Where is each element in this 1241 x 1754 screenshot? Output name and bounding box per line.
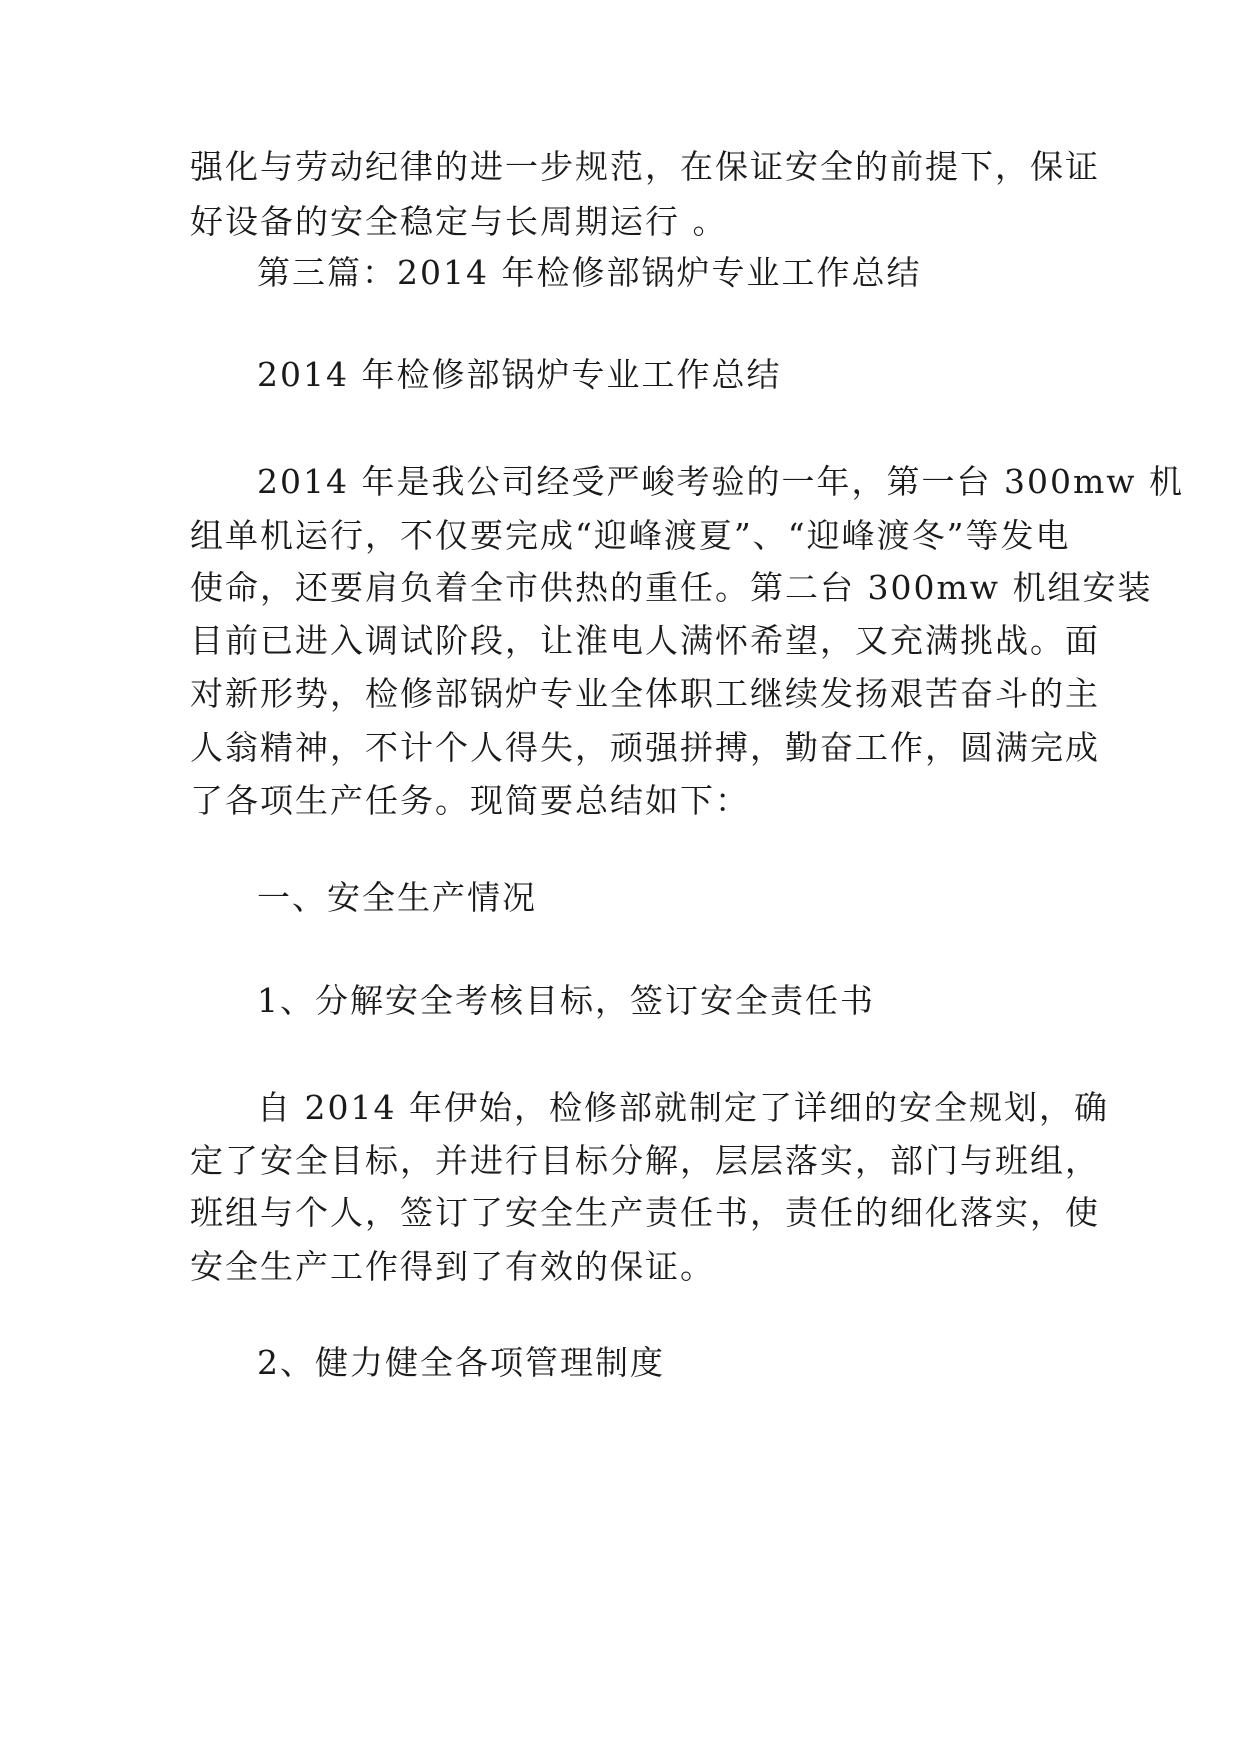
summary-line-5: 对新形势，检修部锅炉专业全体职工继续发扬艰苦奋斗的主 bbox=[190, 674, 1100, 713]
subsection-heading-1: 1、分解安全考核目标，签订安全责任书 bbox=[257, 981, 875, 1020]
subsection-1-line-4: 安全生产工作得到了有效的保证。 bbox=[190, 1247, 715, 1286]
intro-line-2: 好设备的安全稳定与长周期运行 。 bbox=[190, 202, 728, 241]
chapter-heading: 第三篇：2014 年检修部锅炉专业工作总结 bbox=[257, 253, 922, 292]
summary-line-2: 组单机运行，不仅要完成“迎峰渡夏”、“迎峰渡冬”等发电 bbox=[190, 516, 1071, 555]
section-heading-1: 一、安全生产情况 bbox=[257, 878, 537, 917]
summary-line-4: 目前已进入调试阶段，让淮电人满怀希望，又充满挑战。面 bbox=[190, 621, 1100, 660]
subsection-1-line-1: 自 2014 年伊始，检修部就制定了详细的安全规划，确 bbox=[257, 1088, 1109, 1127]
subsection-1-line-3: 班组与个人，签订了安全生产责任书，责任的细化落实，使 bbox=[190, 1193, 1100, 1232]
document-title: 2014 年检修部锅炉专业工作总结 bbox=[257, 355, 782, 394]
intro-line-1: 强化与劳动纪律的进一步规范，在保证安全的前提下，保证 bbox=[190, 147, 1100, 186]
summary-line-6: 人翁精神，不计个人得失，顽强拼搏，勤奋工作，圆满完成 bbox=[190, 728, 1100, 767]
summary-line-7: 了各项生产任务。现简要总结如下： bbox=[190, 781, 750, 820]
summary-line-1: 2014 年是我公司经受严峻考验的一年，第一台 300mw 机 bbox=[257, 462, 1184, 501]
subsection-1-line-2: 定了安全目标，并进行目标分解，层层落实，部门与班组， bbox=[190, 1141, 1100, 1180]
subsection-heading-2: 2、健力健全各项管理制度 bbox=[257, 1343, 665, 1382]
summary-line-3: 使命，还要肩负着全市供热的重任。第二台 300mw 机组安装 bbox=[190, 568, 1153, 607]
